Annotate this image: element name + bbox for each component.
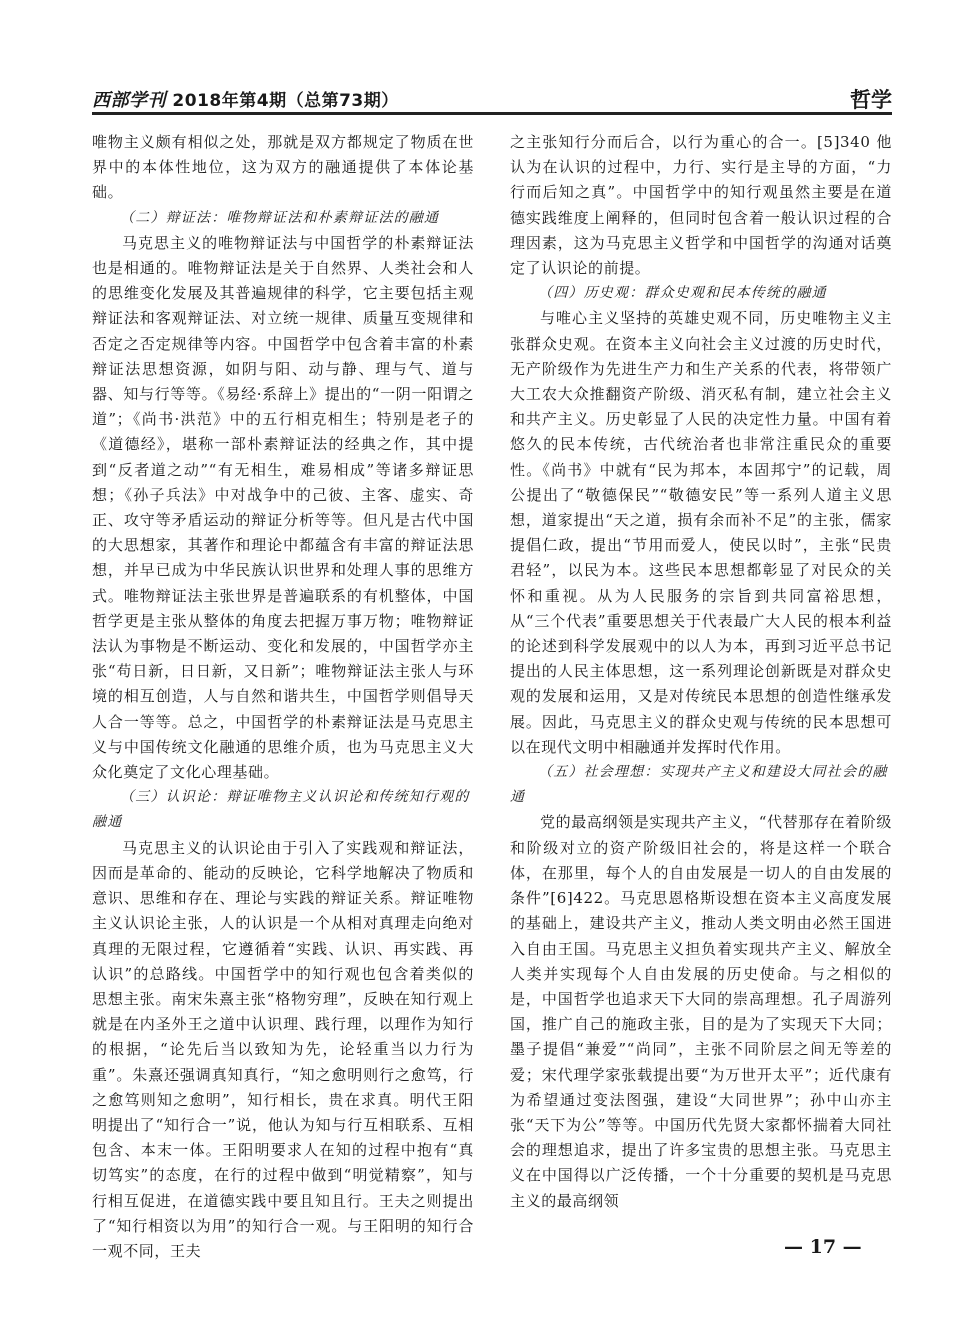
paragraph: 马克思主义的唯物辩证法与中国哲学的朴素辩证法也是相通的。唯物辩证法是关于自然界、人类社会和人的思维变化发展及其普遍规律的科学，它主要包括主观辩证法和客观辩证法、对立统一规律、质量互变规律和否定之否定规律等内容。中国哲学中包含着丰富的朴素辩证法思想资源，如阴与阳、动与静、理与气、道与器、知与行等等。《易经·系辞上》提出的“一阴一阳谓之道”；《尚书·洪范》中的五行相克相生；特别是老子的《道德经》，堪称一部朴素辩证法的经典之作，其中提到“反者道之动”“有无相生，难易相成”等诸多辩证思想；《孙子兵法》中对战争中的己彼、主客、虚实、奇正、攻守等矛盾运动的辩证分析等等。但凡是古代中国的大思想家，其著作和理论中都蕴含有丰富的辩证法思想，并早已成为中华民族认识世界和处理人事的思维方式。唯物辩证法主张世界是普遍联系的有机整体，中国哲学更是主张从整体的角度去把握万事万物；唯物辩证法认为事物是不断运动、变化和发展的，中国哲学亦主张“苟日新，日日新，又日新”；唯物辩证法主张人与环境的相互创造，人与自然和谐共生，中国哲学则倡导天人合一等等。总之，中国哲学的朴素辩证法是马克思主义与中国传统文化融通的思维介质，也为马克思主义大众化奠定了文化心理基础。 [92,233,474,782]
issue-info: 2018年第4期（总第73期） [172,91,399,111]
paragraph: 之主张知行分而后合，以行为重心的合一。[5]340 他认为在认识的过程中，力行、实行是主导的方面，“力行而后知之真”。中国哲学中的知行观虽然主要是在道德实践维度上阐释的，但同时包含着一般认识过程的合理因素，这为马克思主义哲学和中国哲学的沟通对话奠定了认识论的前提。 [510,133,892,278]
section-heading: （四）历史观：群众史观和民本传统的融通 [538,285,827,302]
header-rule [92,112,892,115]
paragraph: 党的最高纲领是实现共产主义，“代替那存在着阶级和阶级对立的资产阶级旧社会的，将是这样一个联合体，在那里，每个人的自由发展是一切人的自由发展的条件”[6]422。马克思恩格斯设想在资本主义高度发展的基础上，建设共产主义，推动人类文明由必然王国进入自由王国。马克思主义担负着实现共产主义、解放全人类并实现每个人自由发展的历史使命。与之相似的是，中国哲学也追求天下大同的崇高理想。孔子周游列国，推广自己的施政主张，目的是为了实现天下大同；墨子提倡“兼爱”“尚同”，主张不同阶层之间无等差的爱；宋代理学家张载提出要“为万世开太平”；近代康有为希望通过变法图强，建设“大同世界”；孙中山亦主张“天下为公”等等。中国历代先贤大家都怀揣着大同社会的理想追求，提出了许多宝贵的思想主张。马克思主义在中国得以广泛传播，一个十分重要的契机是马克思主义的最高纲领 [510,813,892,1210]
page-number: — 17 — [784,1236,862,1258]
left-column [92,130,474,1264]
section-heading: （三）认识论：辩证唯物主义认识论和传统知行观的融通 [92,789,470,831]
paragraph: 与唯心主义坚持的英雄史观不同，历史唯物主义主张群众史观。在资本主义向社会主义过渡的历史时代，无产阶级作为先进生产力和生产关系的代表，将带领广大工农大众推翻资产阶级、消灭私有制，建立社会主义和共产主义。历史彰显了人民的决定性力量。中国有着悠久的民本传统，古代统治者也非常注重民众的重要性。《尚书》中就有“民为邦本，本固邦宁”的记载，周公提出了“敬德保民”“敬德安民”等一系列人道主义思想，道家提出“天之道，损有余而补不足”的主张，儒家提倡仁政，提出“节用而爱人，使民以时”，主张“民贵君轻”，以民为本。这些民本思想都彰显了对民众的关怀和重视。从为人民服务的宗旨到共同富裕思想，从“三个代表”重要思想关于代表最广大人民的根本利益的论述到科学发展观中的以人为本，再到习近平总书记提出的人民主体思想，这一系列理论创新既是对群众史观的发展和运用，又是对传统民本思想的创造性继承发展。因此，马克思主义的群众史观与传统的民本思想可以在现代文明中相融通并发挥时代作用。 [510,309,892,756]
running-header [92,84,892,112]
paragraph: 唯物主义颇有相似之处，那就是双方都规定了物质在世界中的本体性地位，这为双方的融通提供了本体论基础。 [92,133,474,202]
section-heading: （二）辩证法：唯物辩证法和朴素辩证法的融通 [120,209,440,226]
paragraph: 马克思主义的认识论由于引入了实践观和辩证法，因而是革命的、能动的反映论，它科学地解决了物质和意识、思维和存在、理论与实践的辩证关系。辩证唯物主义认识论主张，人的认识是一个从相对真理走向绝对真理的无限过程，它遵循着“实践、认识、再实践、再认识”的总路线。中国哲学中的知行观也包含着类似的思想主张。南宋朱熹主张“格物穷理”，反映在知行观上就是在内圣外王之道中认识理、践行理，以理作为知行的根据，“论先后当以致知为先，论轻重当以力行为重”。朱熹还强调真知真行，“知之愈明则行之愈笃，行之愈笃则知之愈明”，知行相长，贵在求真。明代王阳明提出了“知行合一”说，他认为知与行互相联系、互相包含、本末一体。王阳明要求人在知的过程中抱有“真切笃实”的态度，在行的过程中做到“明觉精察”，知与行相互促进，在道德实践中要且知且行。王夫之则提出了“知行相资以为用”的知行合一观。与王阳明的知行合一观不同，王夫 [92,838,474,1260]
journal-name: 西部学刊 [92,90,166,111]
journal-info [92,86,399,112]
section-label: 哲学 [850,88,892,112]
right-column [510,130,892,1214]
section-heading: （五）社会理想：实现共产主义和建设大同社会的融通 [510,764,888,806]
